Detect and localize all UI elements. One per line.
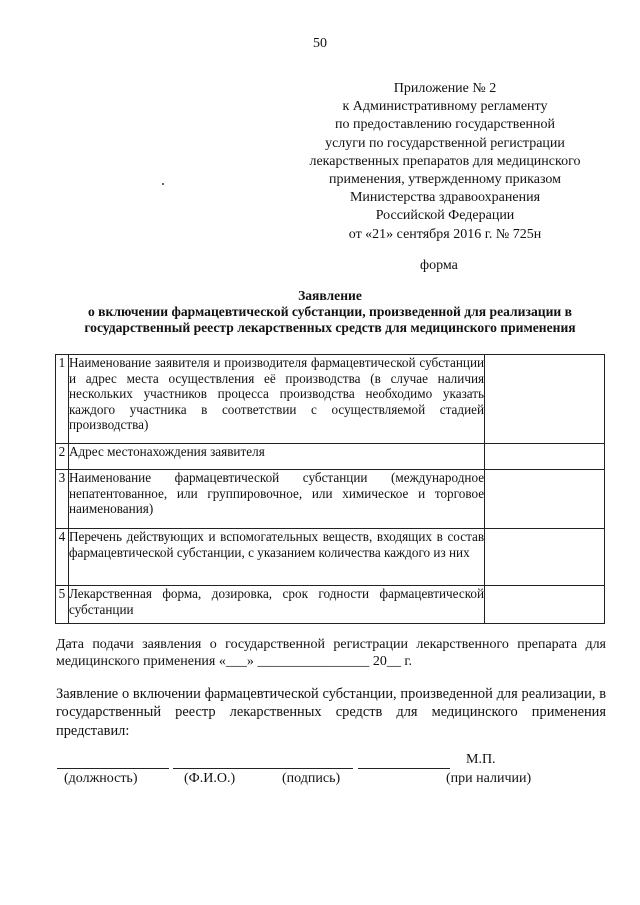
table-row — [56, 470, 605, 529]
row-value-cell[interactable] — [485, 444, 605, 470]
position-signature-line[interactable] — [57, 768, 169, 769]
scan-speck — [162, 183, 164, 185]
fio-label: (Ф.И.О.) — [184, 771, 236, 786]
form-label: форма — [420, 258, 458, 273]
row-description: Наименование заявителя и производителя фармацевтической субстанции и адрес места осуществления её производства (в случае наличия нескольких участников процесса производства необходимо указать каждого участника в соответствии с осуществляемой стадией производства) — [68, 355, 484, 444]
appendix-line: Российской Федерации — [375, 208, 515, 224]
sign-signature-line[interactable] — [358, 768, 450, 769]
row-number: 5 — [56, 586, 69, 624]
application-table — [55, 354, 605, 624]
table-row — [56, 529, 605, 586]
appendix-line: к Административному регламенту — [342, 99, 548, 115]
fio-signature-line[interactable] — [173, 768, 353, 769]
row-number: 1 — [56, 355, 69, 444]
appendix-line: Приложение № 2 — [393, 81, 497, 96]
row-description: Перечень действующих и вспомогательных веществ, входящих в состав фармацевтической субстанции, с указанием количества каждого из них — [68, 529, 484, 586]
submission-date: Дата подачи заявления о государственной регистрации лекарственного препарата для медицинского применения «___» ________________ 20__ г. — [56, 637, 606, 669]
signature-label: (подпись) — [282, 771, 341, 786]
row-number: 2 — [56, 444, 69, 470]
submitted-by-text: Заявление о включении фармацевтической субстанции, произведенной для реализации, в государственный реестр лекарственных средств для медицинского применения представил: — [56, 686, 606, 739]
page-number: 50 — [313, 36, 327, 51]
appendix-line: от «21» сентября 2016 г. № 725н — [348, 226, 542, 242]
row-value-cell[interactable] — [485, 470, 605, 529]
row-value-cell[interactable] — [485, 529, 605, 586]
appendix-header — [295, 80, 595, 244]
row-number: 3 — [56, 470, 69, 529]
title-heading: Заявление — [298, 288, 362, 303]
row-value-cell[interactable] — [485, 586, 605, 624]
row-value-cell[interactable] — [485, 355, 605, 444]
table-row — [56, 586, 605, 624]
table-row — [56, 444, 605, 470]
title-line-1: о включении фармацевтической субстанции, произведенной для реализации в — [87, 304, 572, 319]
if-available-label: (при наличии) — [446, 771, 532, 786]
row-description: Лекарственная форма, дозировка, срок годности фармацевтической субстанции — [68, 586, 484, 624]
seal-placeholder: М.П. — [466, 752, 496, 767]
appendix-line: лекарственных препаратов для медицинского — [309, 153, 581, 169]
appendix-line: по предоставлению государственной — [334, 117, 556, 133]
row-description: Наименование фармацевтической субстанции (международное непатентованное, или группировочное, или химическое и торговое наименования) — [68, 470, 484, 529]
appendix-line: услуги по государственной регистрации — [325, 135, 565, 151]
table-row — [56, 355, 605, 444]
position-label: (должность) — [64, 771, 138, 786]
title-line-2: государственный реестр лекарственных средств для медицинского применения — [84, 320, 576, 335]
document-title — [40, 288, 620, 336]
appendix-line: применения, утвержденному приказом — [329, 172, 561, 188]
row-description: Адрес местонахождения заявителя — [68, 444, 484, 470]
row-number: 4 — [56, 529, 69, 586]
appendix-line: Министерства здравоохранения — [349, 190, 541, 206]
